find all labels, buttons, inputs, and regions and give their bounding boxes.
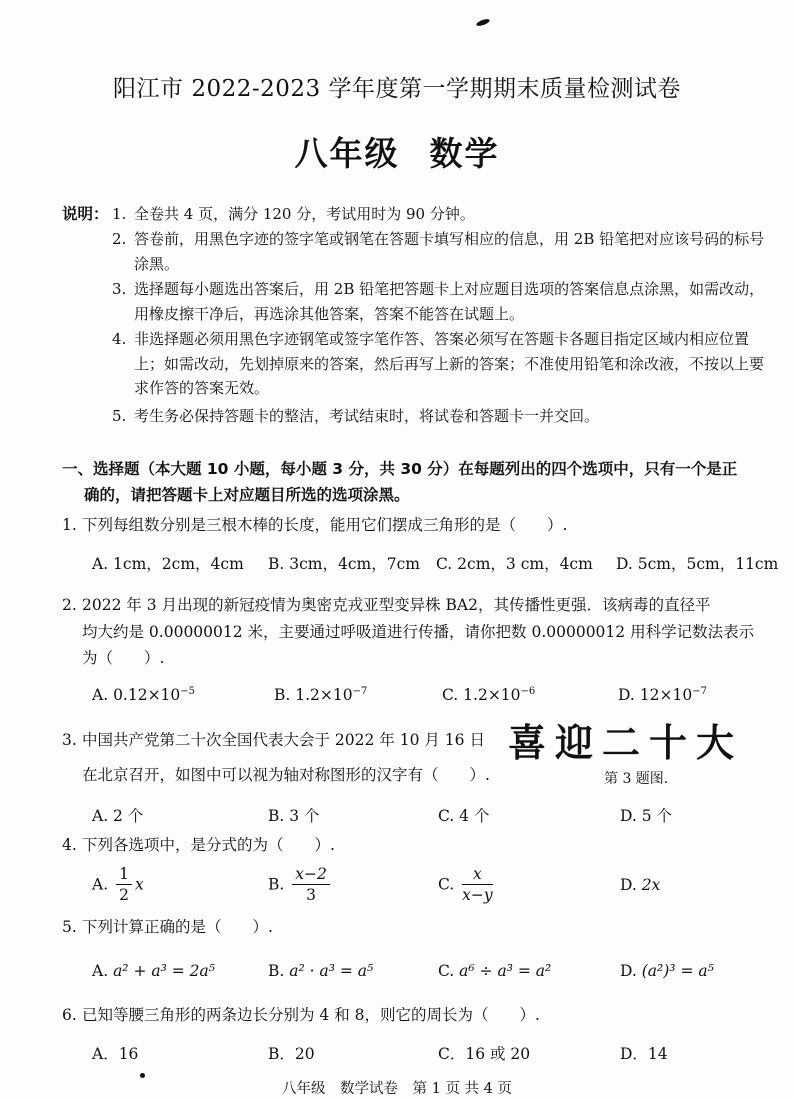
question-6-options [92, 1042, 772, 1072]
ink-mark [476, 18, 491, 27]
instruction-item: 5. 考生务必保持答题卡的整洁，考试结束时，将试卷和答题卡一并交回。 [112, 407, 600, 425]
option-c: C. 4 个 [438, 807, 490, 825]
option-c: C．16 或 20 [438, 1045, 531, 1063]
option-d: D. 5 个 [620, 807, 673, 825]
page-footer: 八年级 数学试卷 第 1 页 共 4 页 [282, 1081, 512, 1097]
option-b: B. 3 个 [268, 807, 320, 825]
option-c: C. $1.2\times 10^{-6}$ [442, 686, 536, 704]
exam-title: 阳江市 2022-2023 学年度第一学期期末质量检测试卷 [113, 76, 681, 102]
instruction-item: 2. 答卷前，用黑色字迹的签字笔或钢笔在答题卡填写相应的信息，用 2B 铅笔把对应该号码的标号涂黑。 [112, 230, 765, 273]
question-6: 6. 已知等腰三角形的两条边长分别为 4 和 8，则它的周长为（ ）. [62, 1006, 540, 1024]
option-a: A. $\frac{1}{2}$ x [92, 865, 144, 904]
option-b: B．20 [268, 1045, 315, 1063]
option-c: C. 2cm，3 cm，4cm [436, 555, 593, 573]
instruction-item: 1. 全卷共 4 页，满分 120 分，考试用时为 90 分钟。 [112, 205, 475, 223]
option-d: D．14 [620, 1045, 668, 1063]
grade-label: 八年级 [294, 134, 400, 173]
question-5-options [92, 962, 772, 992]
question-2: 2. 2022 年 3 月出现的新冠疫情为奥密克戎亚型变异株 BA2，其传播性更强．该病毒的直径平 均大约是 0.00000012 米，主要通过呼吸道进行传播，请你把数 0.00000012 用科学记数法表示 为（ ）. [62, 596, 755, 667]
question-4-options [92, 864, 772, 908]
question-1: 1. 下列每组数分别是三根木棒的长度，能用它们摆成三角形的是（ ）. [62, 516, 568, 534]
figure-banner: 喜迎二十大 [508, 721, 744, 765]
grade-subject-heading [0, 128, 794, 175]
instruction-item: 4. 非选择题必须用黑色字迹钢笔或签字笔作答、答案必须写在答题卡各题目指定区域内相应位置上；如需改动，先划掉原来的答案，然后再写上新的答案；不准使用铅笔和涂改液，不按以上要求作答的答案无效。 [112, 330, 765, 397]
instructions-label: 说明： [62, 205, 109, 223]
option-d: D. 2x [620, 876, 661, 894]
subject-label: 数学 [429, 134, 500, 173]
option-b: B. $\frac{x-2}{3}$ [268, 864, 333, 905]
figure-caption: 第 3 题图. [604, 771, 669, 787]
instruction-item: 3. 选择题每小题选出答案后，用 2B 铅笔把答题卡上对应题目选项的答案信息点涂黑，如需改动，用橡皮擦干净后，再选涂其他答案，答案不能答在试题上。 [112, 280, 765, 323]
section-heading: 一、选择题（本大题 10 小题，每小题 3 分，共 30 分）在每题列出的四个选项中，只有一个是正 确的，请把答题卡上对应题目所选的选项涂黑。 [62, 460, 738, 504]
option-a: A．16 [92, 1045, 139, 1063]
question-4: 4. 下列各选项中，是分式的为（ ）. [62, 836, 335, 854]
option-c: C. a⁶ ÷ a³ = a² [438, 962, 552, 980]
question-3: 3. 中国共产党第二十次全国代表大会于 2022 年 10 月 16 日 在北京召开，如图中可以视为轴对称图形的汉字有（ ）. [62, 731, 490, 784]
option-a: A. a² + a³ = 2a⁵ [92, 962, 215, 980]
question-3-options [92, 804, 772, 834]
option-b: B. a² · a³ = a⁵ [268, 962, 374, 980]
option-d: D. 5cm，5cm，11cm [616, 555, 779, 573]
option-b: B. 3cm，4cm，7cm [268, 555, 420, 573]
question-5: 5. 下列计算正确的是（ ）. [62, 918, 273, 936]
option-a: A. 1cm，2cm，4cm [92, 555, 244, 573]
option-c: C. $\frac{x}{x-y}$ [438, 865, 493, 904]
option-d: D. $12\times 10^{-7}$ [618, 686, 707, 704]
option-a: A. $0.12\times 10^{-5}$ [92, 686, 196, 704]
question-1-options [92, 552, 779, 582]
option-a: A. 2 个 [92, 807, 144, 825]
option-b: B. $1.2\times 10^{-7}$ [274, 686, 368, 704]
option-d: D. (a²)³ = a⁵ [620, 962, 714, 980]
